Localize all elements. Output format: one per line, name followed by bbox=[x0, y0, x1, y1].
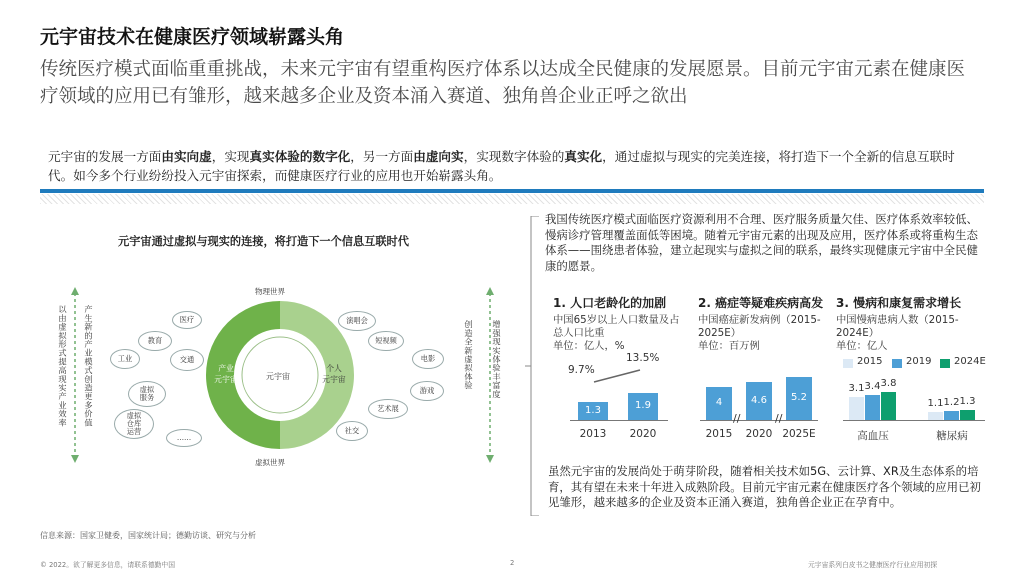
virtual-world-label: 虚拟世界 bbox=[255, 458, 285, 467]
personal-node: 社交 bbox=[336, 421, 368, 441]
chart1-ratio-label: 13.5% bbox=[626, 352, 660, 364]
page-subtitle: 传统医疗模式面临重重挑战，未来元宇宙有望重构医疗体系以达成全民健康的发展愿景。目前元宇宙元素在健康医疗领域的应用已有雏形，越来越多企业及资本涌入赛道、独角兽企业正呼之欲出 bbox=[40, 59, 966, 107]
chart1-ratio-line bbox=[590, 366, 650, 386]
chart3-head: 3. 慢病和康复需求增长 bbox=[836, 296, 962, 310]
chart3-xtick: 糖尿病 bbox=[936, 430, 968, 442]
chart3-legend-swatch bbox=[940, 359, 950, 368]
chart3-legend-label: 2024E bbox=[954, 356, 986, 367]
industry-node: 交通 bbox=[170, 349, 204, 371]
chart3-bar-label: 3.1 bbox=[848, 382, 865, 394]
chart2-head: 2. 癌症等疑难疾病高发 bbox=[698, 296, 824, 310]
section-divider bbox=[40, 189, 984, 193]
chart2-axis-break: // bbox=[775, 412, 783, 425]
chart2-bar: 4.6 bbox=[746, 382, 772, 420]
right-caption-outer: 增强现实体验丰富度 bbox=[492, 320, 502, 399]
chart3-bar bbox=[960, 410, 975, 420]
personal-node: 艺术展 bbox=[368, 399, 408, 419]
page-title: 元宇宙技术在健康医疗领域崭露头角 bbox=[40, 26, 345, 48]
right-arrows bbox=[470, 285, 510, 465]
physical-world-label: 物理世界 bbox=[255, 287, 285, 296]
chart3-legend-swatch bbox=[892, 359, 902, 368]
industry-node: 虚拟 仓库 运营 bbox=[114, 409, 154, 439]
industry-node: 教育 bbox=[138, 331, 172, 351]
bracket-line bbox=[525, 216, 545, 516]
left-caption-inner: 产生新的产业模式创造更多价值 bbox=[84, 305, 94, 427]
chart3-bar-label: 1.2 bbox=[943, 397, 960, 408]
chart2-bar: 4 bbox=[706, 387, 732, 420]
chart2-axis-break: // bbox=[733, 412, 741, 425]
chart3-bar bbox=[865, 395, 880, 421]
chart2-xtick: 2025E bbox=[782, 428, 816, 440]
industry-node: 医疗 bbox=[172, 311, 202, 329]
chart3-bar bbox=[849, 397, 864, 420]
diagram-title: 元宇宙通过虚拟与现实的连接，将打造下一个信息互联时代 bbox=[118, 235, 409, 248]
intro-paragraph: 元宇宙的发展一方面由实向虚，实现真实体验的数字化，另一方面由虚向实，实现数字体验的真实化，通过虚拟与现实的完美连接，将打造下一个全新的信息互联时代。如今多个行业纷纷投入元宇宙探索，而健康医疗行业的应用也开始崭露头角。 bbox=[48, 149, 955, 183]
chart1-xtick: 2013 bbox=[579, 428, 607, 440]
chart3-bar bbox=[928, 412, 943, 420]
chart3-legend-label: 2015 bbox=[857, 356, 883, 367]
chart1-xtick: 2020 bbox=[629, 428, 657, 440]
chart2-sub: 中国癌症新发病例（2015-2025E） 单位：百万例 bbox=[698, 314, 821, 352]
industry-node: 虚拟 服务 bbox=[128, 381, 166, 407]
right-description: 我国传统医疗模式面临医疗资源利用不合理、医疗服务质量欠佳、医疗体系效率较低、慢病诊疗管理覆盖面低等困境。随着元宇宙元素的出现及应用，医疗体系或将重构生态体系——围绕患者体验，建立起现实与虚拟之间的联系，最终实现健康元宇宙中全民健康的愿景。 bbox=[545, 212, 978, 273]
right-caption-inner: 创造全新虚拟体验 bbox=[464, 320, 474, 390]
personal-node: 演唱会 bbox=[338, 311, 376, 331]
footer-title: 元宇宙系列白皮书之健康医疗行业应用初探 bbox=[808, 561, 938, 569]
chart1-ratio-label: 9.7% bbox=[568, 364, 595, 376]
chart1-sub: 中国65岁以上人口数量及占总人口比重 单位：亿人，% bbox=[553, 314, 680, 352]
footer-copyright: © 2022。欲了解更多信息，请联系德勤中国 bbox=[40, 561, 176, 569]
left-caption-outer: 以由虚拟形式提高现实产业效率 bbox=[58, 305, 68, 427]
chart3-bar bbox=[881, 392, 896, 421]
chart2-bar: 5.2 bbox=[786, 377, 812, 420]
chart3-bar-label: 3.8 bbox=[880, 377, 897, 389]
bottom-paragraph: 虽然元宇宙的发展尚处于萌芽阶段，随着相关技术如5G、云计算、XR及生态体系的培育，其有望在未来十年进入成熟阶段。目前元宇宙元素在健康医疗各个领域的应用已初见雏形，越来越多的企业及资本正涌入赛道，独角兽企业正在孕育中。 bbox=[548, 464, 981, 509]
hatch-divider bbox=[40, 194, 984, 204]
chart3-axis bbox=[843, 420, 985, 421]
personal-metaverse-label: 个人 元宇宙 bbox=[322, 364, 346, 384]
personal-node: 游戏 bbox=[410, 381, 444, 401]
chart3-bar bbox=[944, 411, 959, 420]
chart1-head: 1. 人口老龄化的加剧 bbox=[553, 296, 667, 310]
chart2-axis bbox=[700, 420, 818, 421]
chart3-xtick: 高血压 bbox=[857, 430, 889, 442]
chart3-sub: 中国慢病患病人数（2015-2024E） 单位：亿人 bbox=[836, 314, 959, 352]
chart1-bar: 1.3 bbox=[578, 402, 608, 420]
chart3-legend-swatch bbox=[843, 359, 853, 368]
metaverse-center-label: 元宇宙 bbox=[266, 372, 290, 381]
chart3-bar-label: 3.4 bbox=[864, 380, 881, 392]
chart3-bar-label: 1.3 bbox=[959, 396, 976, 408]
chart1-axis bbox=[570, 420, 668, 421]
chart1-bar: 1.9 bbox=[628, 393, 658, 420]
source-note: 信息来源：国家卫健委，国家统计局；德勤访谈、研究与分析 bbox=[40, 531, 256, 540]
industry-metaverse-label: 产业 元宇宙 bbox=[214, 364, 238, 384]
personal-node: 电影 bbox=[412, 349, 444, 369]
chart2-xtick: 2015 bbox=[705, 428, 733, 440]
personal-node: 短视频 bbox=[368, 331, 404, 351]
industry-node: 工业 bbox=[110, 349, 140, 369]
chart3-legend-label: 2019 bbox=[906, 356, 932, 367]
industry-node: …… bbox=[166, 429, 202, 447]
page-number: 2 bbox=[510, 559, 515, 567]
chart3-bar-label: 1.1 bbox=[927, 397, 944, 409]
chart2-xtick: 2020 bbox=[745, 428, 773, 440]
